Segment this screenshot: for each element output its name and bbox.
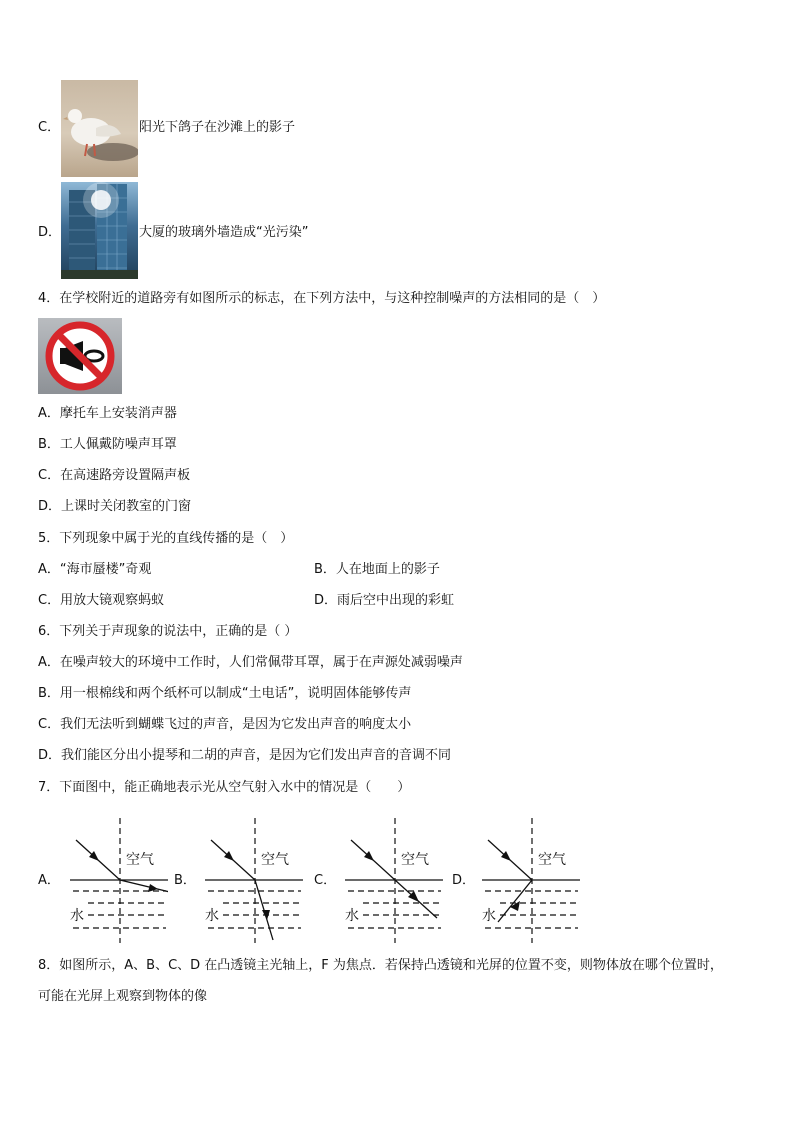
air-label: 空气 [538,852,566,868]
q6-option-c: C．我们无法听到蝴蝶飞过的声音，是因为它发出声音的响度太小 [38,717,412,732]
q7-diagram-d [480,818,580,943]
q7-diagram-b-label: B． [174,873,196,888]
water-label: 水 [345,908,359,924]
glass-building-photo [61,182,138,279]
option-c-label: C． [38,120,61,135]
option-d-label: D． [38,225,62,240]
water-label: 水 [482,908,496,924]
question-5-stem: 5．下列现象中属于光的直线传播的是（ ） [38,531,294,546]
q7-diagram-c-label: C． [314,873,337,888]
air-label: 空气 [401,852,429,868]
question-8-line-1: 8．如图所示，A、B、C、D 在凸透镜主光轴上，F 为焦点．若保持凸透镜和光屏的位置不变，则物体放在哪个位置时， [38,958,723,973]
air-label: 空气 [261,852,289,868]
q5-option-d: D．雨后空中出现的彩虹 [314,593,455,608]
q7-diagram-d-label: D． [452,873,476,888]
question-8-line-2: 可能在光屏上观察到物体的像 [38,989,208,1004]
q4-option-b: B．工人佩戴防噪声耳罩 [38,437,177,452]
q7-diagram-b [203,818,303,943]
q6-option-a: A．在噪声较大的环境中工作时，人们常佩带耳罩，属于在声源处减弱噪声 [38,655,463,670]
q7-diagram-a-label: A． [38,873,60,888]
q4-option-a: A．摩托车上安装消声器 [38,406,177,421]
q5-option-a: A．“海市蜃楼”奇观 [38,562,152,577]
option-c-text: 阳光下鸽子在沙滩上的影子 [139,120,296,135]
q4-option-d: D．上课时关闭教室的门窗 [38,499,192,514]
no-horn-sign [38,318,122,394]
q5-option-b: B．人在地面上的影子 [314,562,440,577]
question-7-stem: 7．下面图中，能正确地表示光从空气射入水中的情况是（ ） [38,780,411,795]
option-d-text: 大厦的玻璃外墙造成“光污染” [139,225,309,240]
water-label: 水 [205,908,219,924]
water-label: 水 [70,908,84,924]
q6-option-b: B．用一根棉线和两个纸杯可以制成“土电话”，说明固体能够传声 [38,686,412,701]
question-6-stem: 6．下列关于声现象的说法中，正确的是（ ） [38,624,298,639]
no-horn-icon [38,318,122,394]
q7-diagram-c [343,818,443,943]
air-label: 空气 [126,852,154,868]
q6-option-d: D．我们能区分出小提琴和二胡的声音，是因为它们发出声音的音调不同 [38,748,452,763]
q4-option-c: C．在高速路旁设置隔声板 [38,468,191,483]
q5-option-c: C．用放大镜观察蚂蚁 [38,593,165,608]
q7-diagram-a [68,818,168,943]
pigeon-shadow-photo [61,80,138,177]
question-4-stem: 4．在学校附近的道路旁有如图所示的标志，在下列方法中，与这种控制噪声的方法相同的是（ ） [38,291,606,306]
